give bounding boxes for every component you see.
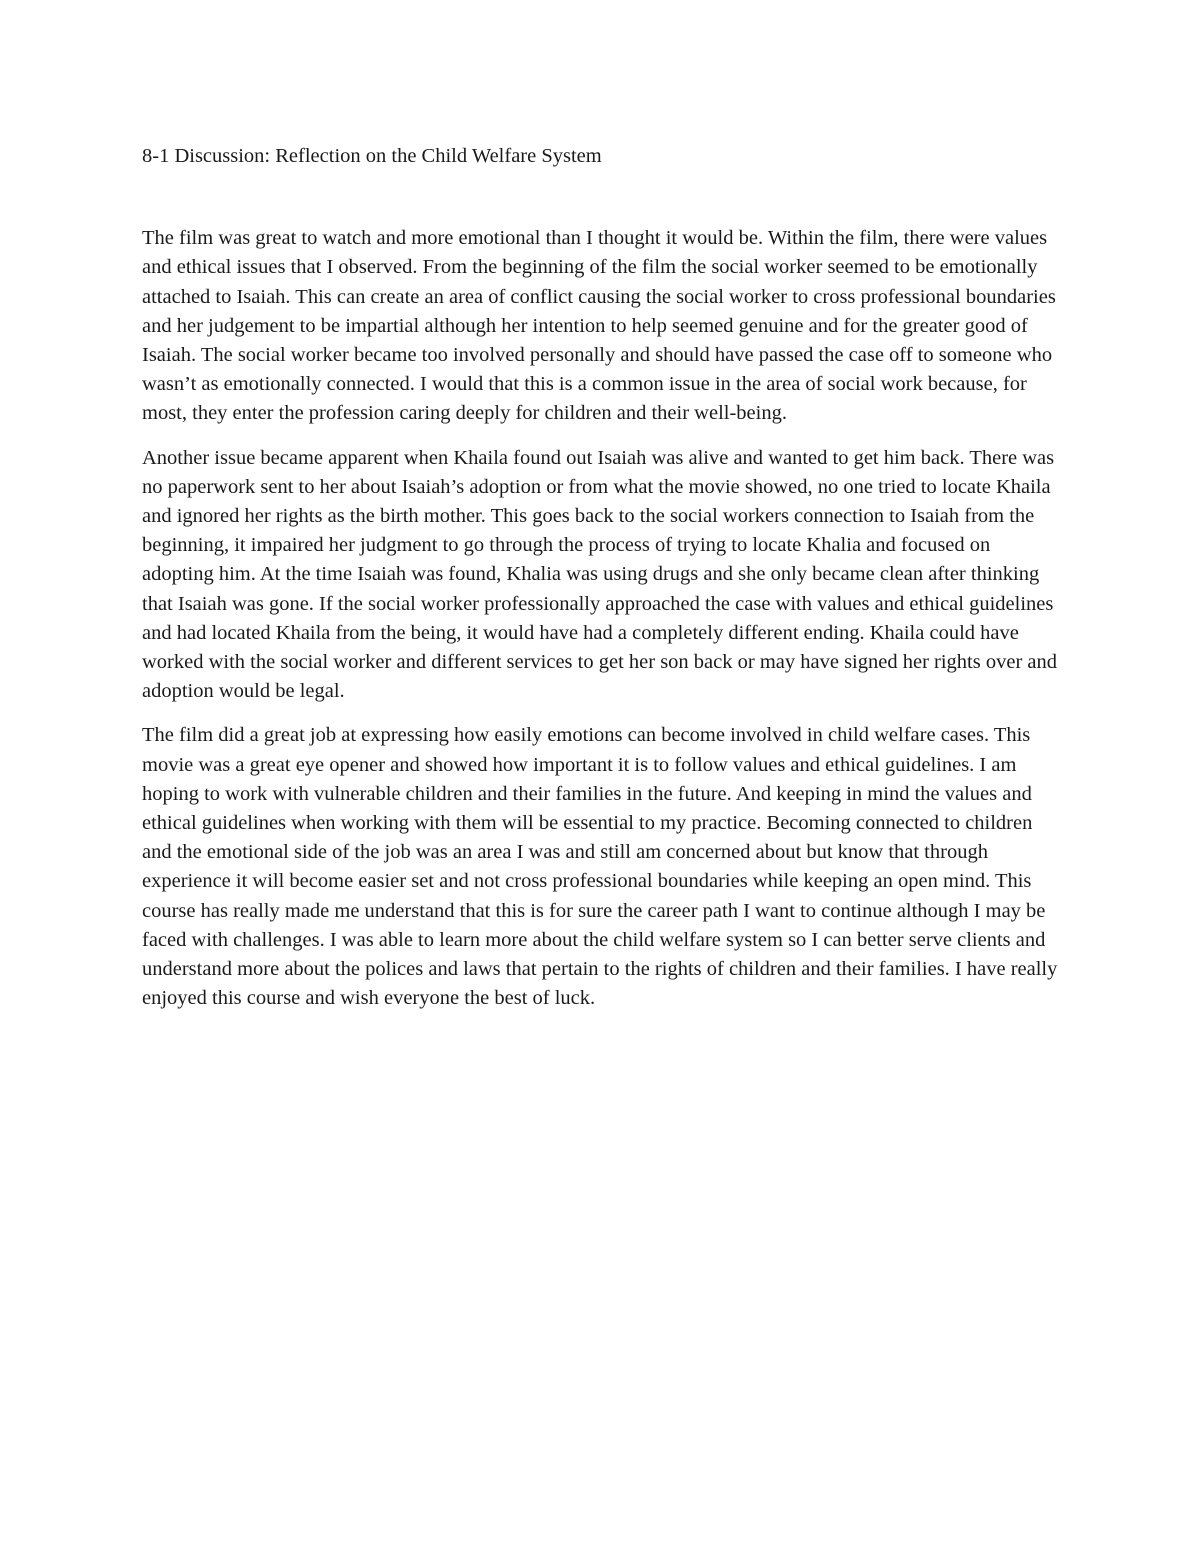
paragraph-1: The film was great to watch and more emotional than I thought it would be. Within the film, there were values and ethical issues that I observed. From the beginning of the film the social worker seemed to be emotionally attached to Isaiah. This can create an area of conflict causing the social worker to cross professional boundaries and her judgement to be impartial although her intention to help seemed genuine and for the greater good of Isaiah. The social worker became too involved personally and should have passed the case off to someone who wasn’t as emotionally connected. I would that this is a common issue in the area of social work because, for most, they enter the profession caring deeply for children and their well-being. [142, 227, 1056, 425]
paragraph-2: Another issue became apparent when Khaila found out Isaiah was alive and wanted to get him back. There was no paperwork sent to her about Isaiah’s adoption or from what the movie showed, no one tried to locate Khaila and ignored her rights as the birth mother. This goes back to the social workers connection to Isaiah from the beginning, it impaired her judgment to go through the process of trying to locate Khalia and focused on adopting him. At the time Isaiah was found, Khalia was using drugs and she only became clean after thinking that Isaiah was gone. If the social worker professionally approached the case with values and ethical guidelines and had located Khaila from the being, it would have had a completely different ending. Khaila could have worked with the social worker and different services to get her son back or may have signed her rights over and adoption would be legal. [142, 446, 1057, 703]
paragraph-3: The film did a great job at expressing how easily emotions can become involved in child welfare cases. This movie was a great eye opener and showed how important it is to follow values and ethical guidelines. I am hoping to work with vulnerable children and their families in the future. And keeping in mind the values and ethical guidelines when working with them will be essential to my practice. Becoming connected to children and the emotional side of the job was an area I was and still am concerned about but know that through experience it will become easier set and not cross professional boundaries while keeping an open mind. This course has really made me understand that this is for sure the career path I want to continue although I may be faced with challenges. I was able to learn more about the child welfare system so I can better serve clients and understand more about the polices and laws that pertain to the rights of children and their families. I have really enjoyed this course and wish everyone the best of luck. [142, 724, 1058, 1010]
document-body [142, 142, 1060, 1028]
document-title: 8-1 Discussion: Reflection on the Child Welfare System [142, 145, 602, 167]
